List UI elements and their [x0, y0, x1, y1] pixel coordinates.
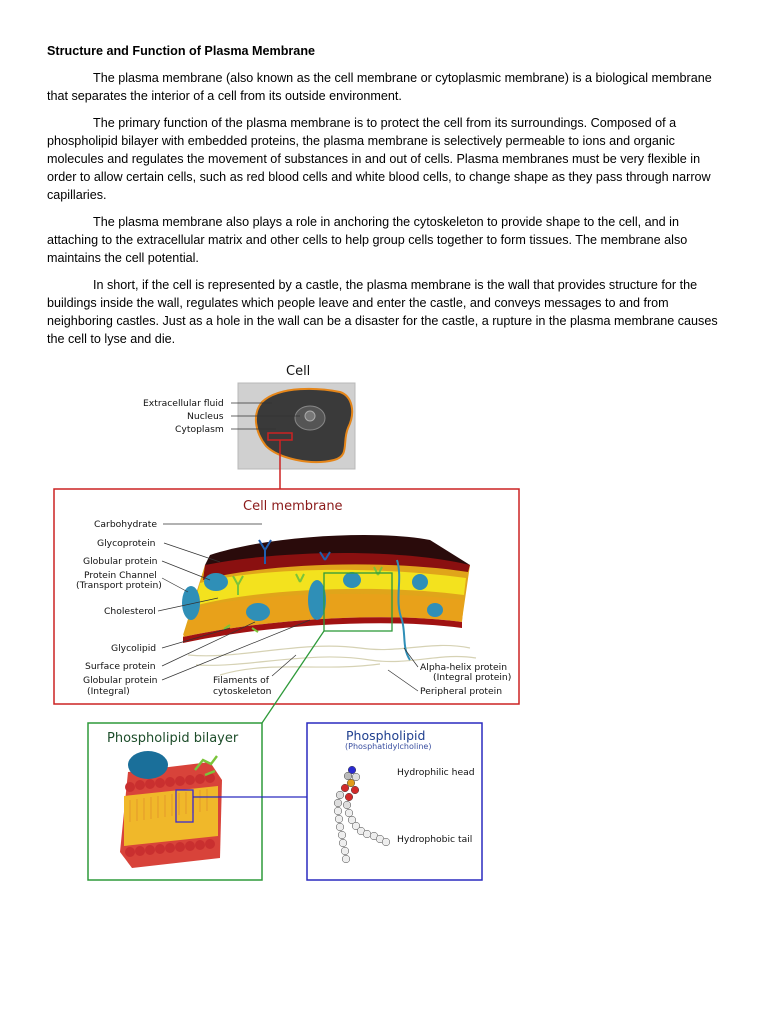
label-glycolipid: Glycolipid	[111, 643, 157, 654]
label-globular-protein-integral: Globular protein	[83, 675, 158, 686]
phospholipid-subtitle: (Phosphatidylcholine)	[345, 742, 432, 751]
label-cholesterol: Cholesterol	[104, 606, 156, 617]
label-transport-protein: (Transport protein)	[76, 580, 162, 591]
cell-title: Cell	[286, 364, 311, 379]
paragraph-function: The primary function of the plasma membrane is to protect the cell from its surroundings. Composed of a phospholipid bilayer with embedded proteins, the plasma membrane is selectively permeable to ions and organic molecules and regulates the movement of substances in and out of cells. Plasma membranes must be very flexible in order to allow certain cells, such as red blood cells and white blood cells, to change shape as they pass through narrow capillaries.	[47, 116, 711, 202]
paragraph-castle-analogy: In short, if the cell is represented by a castle, the plasma membrane is the wall that provides structure for the buildings inside the wall, regulates which people leave and enter the castle, and conveys messages to and from neighboring castles. Just as a hole in the wall can be a disaster for the castle, a rupture in the plasma membrane causes the cell to lyse and die.	[47, 278, 718, 346]
label-peripheral-protein: Peripheral protein	[420, 686, 503, 697]
phospholipid-bilayer-title: Phospholipid bilayer	[107, 731, 239, 746]
label-protein-channel: Protein Channel	[84, 570, 157, 581]
document-title: Structure and Function of Plasma Membrane	[47, 44, 316, 58]
hydrophilic-head-label: Hydrophilic head	[397, 767, 475, 778]
label-filaments-of: Filaments of	[213, 675, 269, 686]
label-cytoplasm: Cytoplasm	[175, 424, 224, 435]
label-carbohydrate: Carbohydrate	[94, 519, 158, 530]
label-glycoprotein: Glycoprotein	[97, 538, 156, 549]
label-cytoskeleton: cytoskeleton	[213, 686, 272, 697]
label-surface-protein: Surface protein	[85, 661, 156, 672]
label-integral-protein: (Integral protein)	[433, 672, 512, 683]
label-nucleus: Nucleus	[187, 411, 224, 422]
bilayer-illustration	[120, 751, 222, 868]
label-integral: (Integral)	[87, 686, 130, 697]
label-globular-protein: Globular protein	[83, 556, 158, 567]
hydrophobic-tail-label: Hydrophobic tail	[397, 834, 473, 845]
label-alpha-helix-protein: Alpha-helix protein	[420, 662, 508, 673]
label-extracellular-fluid: Extracellular fluid	[143, 398, 224, 409]
paragraph-cytoskeleton: The plasma membrane also plays a role in anchoring the cytoskeleton to provide shape to the cell, and in attaching to the extracellular matrix and other cells to help group cells together to form tissues. The membrane also maintains the cell potential.	[47, 215, 688, 265]
phospholipid-title: Phospholipid	[346, 728, 426, 743]
paragraph-definition: The plasma membrane (also known as the cell membrane or cytoplasmic membrane) is a biological membrane that separates the interior of a cell from its outside environment.	[47, 71, 712, 103]
cell-membrane-title: Cell membrane	[243, 499, 343, 514]
nucleolus	[305, 411, 315, 421]
